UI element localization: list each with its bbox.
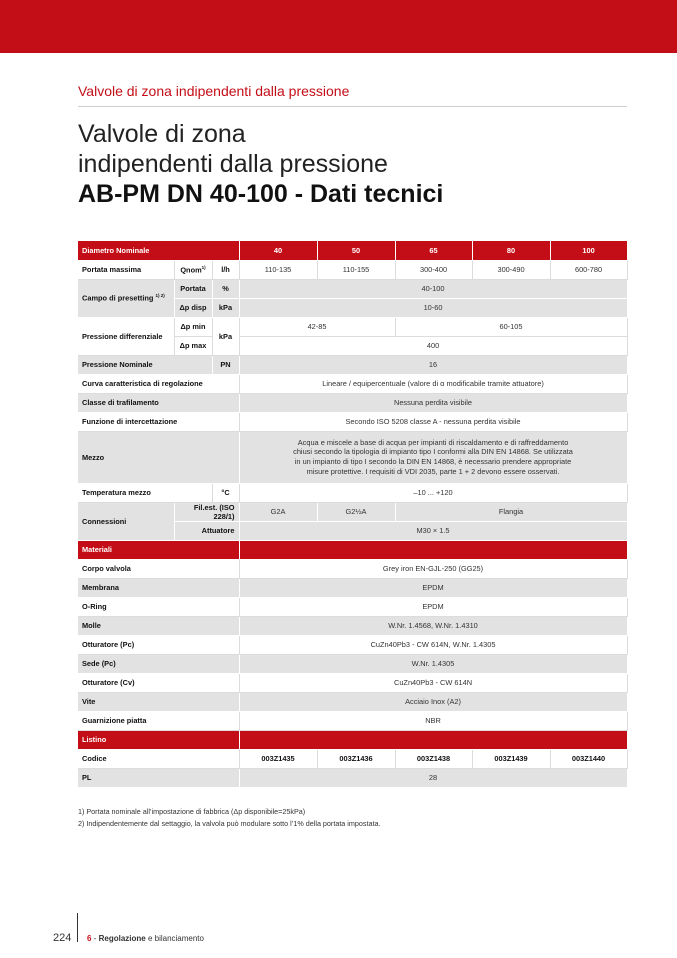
table-row [78, 673, 627, 692]
table-row [78, 355, 627, 374]
code-cell: 003Z1436 [317, 749, 395, 768]
page-title [78, 119, 443, 209]
technical-data-table [78, 241, 628, 788]
row-label: Mezzo [78, 431, 239, 483]
table-row [78, 412, 627, 431]
code-cell: 003Z1439 [472, 749, 550, 768]
row-unit: kPa [212, 298, 239, 317]
table-row [78, 749, 627, 768]
value-cell: Secondo ISO 5208 classe A - nessuna perdita visibile [239, 412, 627, 431]
value-cell: 110-155 [317, 260, 395, 279]
row-label: O-Ring [78, 597, 239, 616]
dn-cell: 100 [550, 241, 627, 260]
row-label: Connessioni [78, 502, 174, 540]
row-unit: kPa [212, 317, 239, 355]
table-row [78, 431, 627, 483]
title-line-2: indipendenti dalla pressione [78, 150, 388, 178]
value-cell: 600-780 [550, 260, 627, 279]
row-unit: °C [212, 483, 239, 502]
title-line-1: Valvole di zona [78, 120, 246, 148]
value-cell: M30 × 1.5 [239, 521, 627, 540]
table-row [78, 393, 627, 412]
code-cell: 003Z1440 [550, 749, 627, 768]
table-row [78, 616, 627, 635]
value-cell: G2A [239, 502, 317, 521]
row-unit: PN [212, 355, 239, 374]
table-row [78, 502, 627, 521]
table-row [78, 578, 627, 597]
row-sub: Δp min [174, 317, 212, 336]
footnote-1: 1) Portata nominale all’impostazione di fabbrica (Δp disponibile=25kPa) [78, 807, 306, 816]
dn-cell: 65 [395, 241, 472, 260]
footer-sep: - [93, 934, 97, 943]
row-label: Funzione di intercettazione [78, 412, 239, 431]
code-cell: 003Z1435 [239, 749, 317, 768]
value-cell: EPDM [239, 597, 627, 616]
section-header: Materiali [78, 540, 239, 559]
table-row [78, 692, 627, 711]
row-label: Otturatore (Cv) [78, 673, 239, 692]
value-cell: CuZn40Pb3 - CW 614N, W.Nr. 1.4305 [239, 635, 627, 654]
row-label: Sede (Pc) [78, 654, 239, 673]
value-cell: 10-60 [239, 298, 627, 317]
footer-section-rest: e bilanciamento [145, 934, 204, 943]
value-cell: Grey iron EN-GJL-250 (GG25) [239, 559, 627, 578]
table-row [78, 260, 627, 279]
value-cell: G2½A [317, 502, 395, 521]
row-sub: Portata [174, 279, 212, 298]
value-cell: W.Nr. 1.4305 [239, 654, 627, 673]
section-divider [78, 106, 627, 107]
footer-section-bold: Regolazione [98, 934, 146, 943]
value-cell: Acciaio Inox (A2) [239, 692, 627, 711]
dn-cell: 80 [472, 241, 550, 260]
row-sub: Attuatore [174, 521, 239, 540]
row-label: Membrana [78, 578, 239, 597]
table-header-row [78, 241, 627, 260]
section-header-row [78, 540, 627, 559]
value-cell: Lineare / equipercentuale (valore di α modificabile tramite attuatore) [239, 374, 627, 393]
footer-divider [77, 913, 78, 942]
table-row [78, 768, 627, 787]
dn-cell: 40 [239, 241, 317, 260]
table-row [78, 635, 627, 654]
row-label: Corpo valvola [78, 559, 239, 578]
row-sub: Δp max [174, 336, 212, 355]
value-cell: 16 [239, 355, 627, 374]
table-row [78, 279, 627, 298]
table-row [78, 711, 627, 730]
row-label: Vite [78, 692, 239, 711]
code-cell: 003Z1438 [395, 749, 472, 768]
footnotes [78, 806, 380, 830]
value-cell: 110-135 [239, 260, 317, 279]
row-label: PL [78, 768, 239, 787]
section-title: Valvole di zona indipendenti dalla pressione [78, 83, 350, 99]
row-sub: Qnom$^{1)}$ [174, 260, 212, 279]
row-label: Pressione differenziale [78, 317, 174, 355]
section-header-row [78, 730, 627, 749]
header-label: Diametro Nominale [78, 241, 239, 260]
row-label: Portata massima [78, 260, 174, 279]
row-label: Campo di presetting $^{1) 2)}$ [78, 279, 174, 317]
row-unit: % [212, 279, 239, 298]
value-cell: W.Nr. 1.4568, W.Nr. 1.4310 [239, 616, 627, 635]
table-row [78, 597, 627, 616]
value-cell: 28 [239, 768, 627, 787]
table-row [78, 483, 627, 502]
value-cell: 42-85 [239, 317, 395, 336]
row-sub: Δp disp [174, 298, 212, 317]
chapter-number: 6 [87, 934, 92, 943]
value-cell: CuZn40Pb3 - CW 614N [239, 673, 627, 692]
value-cell: 400 [239, 336, 627, 355]
table-row [78, 374, 627, 393]
value-cell: 300-400 [395, 260, 472, 279]
title-line-3: AB-PM DN 40-100 - Dati tecnici [78, 180, 444, 208]
table-row [78, 559, 627, 578]
value-cell: Flangia [395, 502, 627, 521]
row-unit: l/h [212, 260, 239, 279]
row-label: Guarnizione piatta [78, 711, 239, 730]
value-cell: 40-100 [239, 279, 627, 298]
row-label: Molle [78, 616, 239, 635]
table-row [78, 654, 627, 673]
top-color-band [0, 0, 677, 53]
row-label: Codice [78, 749, 239, 768]
value-cell: 300-490 [472, 260, 550, 279]
value-cell: 60-105 [395, 317, 627, 336]
value-cell: Nessuna perdita visibile [239, 393, 627, 412]
row-label: Pressione Nominale [78, 355, 212, 374]
section-header: Listino [78, 730, 239, 749]
row-label: Temperatura mezzo [78, 483, 212, 502]
row-label: Curva caratteristica di regolazione [78, 374, 239, 393]
row-sub: Fil.est. (ISO 228/1) [174, 502, 239, 521]
value-cell: Acqua e miscele a base di acqua per impianti di riscaldamento e di raffreddamento chiusi secondo la tipologia di impianto tipo I conformi alla DIN EN 14868. Se utilizzata in un impianto di tipo I secondo la DIN EN 14868, è necessario prendere appropriate misure protettive. I requisiti di VDI 2035, parte 1 + 2 devono essere osservati. [239, 431, 627, 483]
footer-section [87, 934, 204, 943]
table-row [78, 317, 627, 336]
row-label: Classe di trafilamento [78, 393, 239, 412]
value-cell: –10 ... +120 [239, 483, 627, 502]
page-number: 224 [53, 932, 72, 944]
dn-cell: 50 [317, 241, 395, 260]
footnote-2: 2) Indipendentemente dal settaggio, la valvola può modulare sotto l’1% della portata impostata. [78, 819, 381, 828]
value-cell: NBR [239, 711, 627, 730]
value-cell: EPDM [239, 578, 627, 597]
row-label: Otturatore (Pc) [78, 635, 239, 654]
